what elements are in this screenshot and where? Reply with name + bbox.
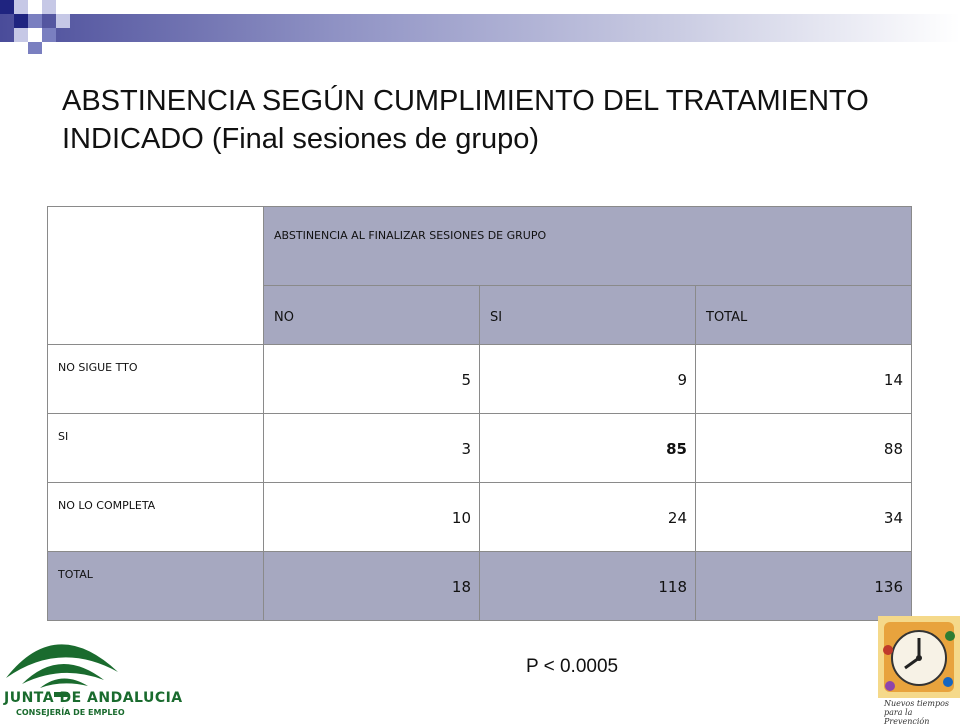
logo-subtitle: CONSEJERÍA DE EMPLEO [16,708,125,717]
table-cell: 136 [696,552,912,621]
logo-name: JUNTA DE ANDALUCIA [4,690,183,706]
clock-logo-caption: Nuevos tiempos para la Prevención [884,699,950,726]
decor-square [56,14,70,28]
column-header-total: TOTAL [696,286,912,345]
table-row [48,345,912,414]
row-label: SI [48,414,264,483]
table-cell: 14 [696,345,912,414]
table-cell-highlight: 85 [480,414,696,483]
decor-square [14,0,28,14]
header-gradient-bar [0,14,960,42]
table-cell: 24 [480,483,696,552]
table-row [48,483,912,552]
row-label: TOTAL [48,552,264,621]
table-cell: 3 [264,414,480,483]
table-total-row [48,552,912,621]
results-table [47,206,912,621]
table-cell: 88 [696,414,912,483]
decor-square [14,28,28,42]
decor-square [28,42,42,54]
decor-square [28,28,42,42]
p-value-label: P < 0.0005 [526,656,619,677]
decor-square [42,0,56,14]
table-cell: 34 [696,483,912,552]
table-cell: 118 [480,552,696,621]
column-header-si: SI [480,286,696,345]
table-cell: 18 [264,552,480,621]
table-corner-cell [48,207,264,345]
slide-title: ABSTINENCIA SEGÚN CUMPLIMIENTO DEL TRATAMIENTO INDICADO (Final sesiones de grupo) [62,85,869,155]
decor-square [0,0,14,14]
table-cell: 9 [480,345,696,414]
table-row [48,414,912,483]
table-cell: 5 [264,345,480,414]
row-label: NO LO COMPLETA [48,483,264,552]
table-group-header: ABSTINENCIA AL FINALIZAR SESIONES DE GRUPO [264,207,912,286]
decor-square [28,14,42,28]
table-cell: 10 [264,483,480,552]
row-label: NO SIGUE TTO [48,345,264,414]
decor-square [42,28,56,42]
decor-square [14,14,28,28]
column-header-no: NO [264,286,480,345]
